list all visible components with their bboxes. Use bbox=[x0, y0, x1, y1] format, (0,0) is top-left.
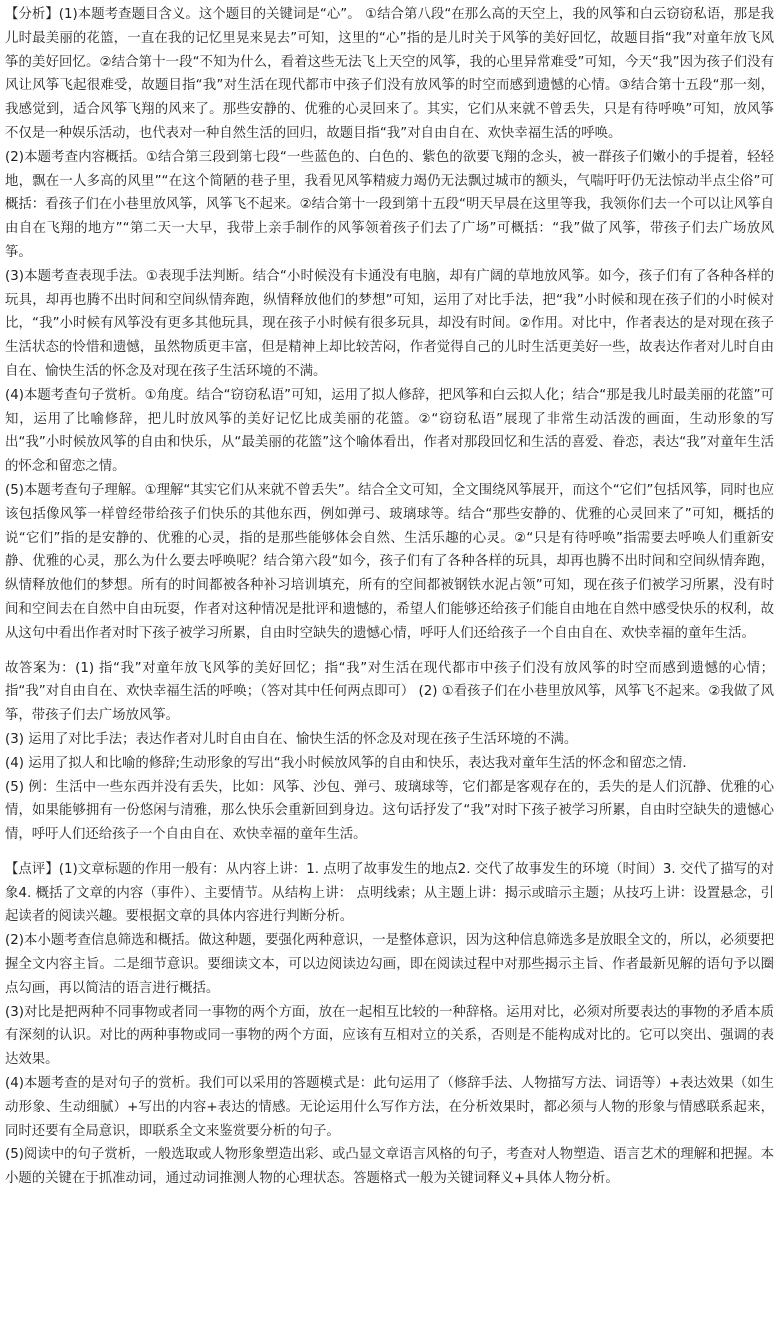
analysis-section bbox=[5, 3, 774, 646]
answer-section bbox=[5, 657, 774, 847]
comment-paragraph-3: (3)对比是把两种不同事物或者同一事物的两个方面，放在一起相互比较的一种辞格。运用对比，必须对所要表达的事物的矛盾本质有深刻的认识。对比的两种事物或同一事物的两个方面，应该有互相对立的关系，否则是不能构成对比的。它可以突出、强调的表达效果。 bbox=[5, 1004, 774, 1068]
analysis-paragraph-4: (4)本题考查句子赏析。①角度。结合“窃窃私语”可知，运用了拟人修辞，把风筝和白云拟人化；结合“那是我儿时最美丽的花篮”可知，运用了比喻修辞，把儿时放风筝的美好记忆比成美丽的花篮。②“窃窃私语”展现了非常生动活泼的画面，生动形象的写出“我”小时候放风筝的自由和快乐，从“最美丽的花篮”这个喻体看出，作者对那段回忆和生活的喜爱、眷恋，表达“我”对童年生活的怀念和留恋之情。 bbox=[5, 387, 774, 475]
comment-paragraph-4: (4)本题考查的是对句子的赏析。我们可以采用的答题模式是：此句运用了（修辞手法、人物描写方法、词语等）+表达效果（如生动形象、生动细腻）+写出的内容+表达的情感。无论运用什么写作方法，在分析效果时，都必须与人物的形象与情感联系起来，同时还要有全局意识，即联系全文来鉴赏要分析的句子。 bbox=[5, 1076, 774, 1139]
comment-section bbox=[5, 858, 774, 1191]
answer-paragraph-4: (5) 例：生活中一些东西并没有丢失，比如：风筝、沙包、弹弓、玻璃球等，它们都是客观存在的，丢失的是人们沉静、优雅的心情，如果能够拥有一份悠闲与清雅，那么快乐会重新回到身边。这句话抒发了“我”对时下孩子被学习所累，自由时空缺失的遗憾心情，呼吁人们还给孩子一个自由自在、欢快幸福的童年生活。 bbox=[5, 779, 774, 843]
analysis-paragraph-3: (3)本题考查表现手法。①表现手法判断。结合“小时候没有卡通没有电脑，却有广阔的草地放风筝。如今，孩子们有了各种各样的玩具，却再也腾不出时间和空间纵情奔跑，纵情释放他们的梦想”可知，运用了对比手法，把“我”小时候和现在孩子们的小时候对比，“我”小时候有风筝没有更多其他玩具，现在孩子小时候有很多玩具，却没有时间。②作用。对比中，作者表达的是对现在孩子生活状态的怜惜和遗憾，虽然物质更丰富，但是精神上却比较苦闷，作者觉得自己的儿时生活更美好一些，故表达作者对儿时自由自在、愉快生活的怀念及对现在孩子生活环境的不满。 bbox=[5, 268, 774, 379]
answer-paragraph-2: (3) 运用了对比手法；表达作者对儿时自由自在、愉快生活的怀念及对现在孩子生活环境的不满。 bbox=[5, 731, 578, 747]
analysis-paragraph-5: (5)本题考查句子理解。①理解“其实它们从来就不曾丢失”。结合全文可知，全文围绕风筝展开，而这个“它们”包括风筝，同时也应该包括像风筝一样曾经带给孩子们快乐的其他东西，例如弹弓、玻璃球等。结合“那些安静的、优雅的心灵回来了”可知，概括的说“它们”指的是安静的、优雅的心灵，指的是那些能够体会自然、生活乐趣的心灵。②“只是有待呼唤”指需要去呼唤人们重新安静、优雅的心灵，那么为什么要去呼唤呢？结合第六段“如今，孩子们有了各种各样的玩具，却再也腾不出时间和空间纵情奔跑，纵情释放他们的梦想。所有的时间都被各种补习培训填充，所有的空间都被钢铁水泥占领”可知，现在孩子们被学习所累，没有时间和空间去在自然中自由玩耍，作者对这种情况是批评和遗憾的，希望人们能够还给孩子们能自由地在自然中感受快乐的权利，故从这句中看出作者对时下孩子被学习所累，自由时空缺失的遗憾心情，呼吁人们还给孩子一个自由自在、欢快幸福的童年生活。 bbox=[5, 482, 774, 641]
comment-paragraph-2: (2)本小题考查信息筛选和概括。做这种题，要强化两种意识，一是整体意识，因为这种信息筛选多是放眼全文的，所以，必须要把握全文内容主旨。二是细节意识。要细读文本，可以边阅读边勾画，即在阅读过程中对那些揭示主旨、作者最新见解的语句予以圈点勾画，再以简洁的语言进行概括。 bbox=[5, 933, 774, 996]
answer-paragraph-3: (4) 运用了拟人和比喻的修辞;生动形象的写出“我小时候放风筝的自由和快乐，表达我对童年生活的怀念和留恋之情. bbox=[5, 755, 687, 771]
analysis-paragraph-2: (2)本题考查内容概括。①结合第三段到第七段“一些蓝色的、白色的、紫色的欲要飞翔的念头，被一群孩子们嫩小的手提着，轻轻地，飘在一人多高的风里”“在这个简陋的巷子里，我看见风筝精疲力竭仍无法飘过城市的额头，气喘吁吁仍无法惊动半点尘俗”可概括：看孩子们在小巷里放风筝，风筝飞不起来。②结合第十一段到第十五段“明天早晨在这里等我，我领你们去一个可以让风筝自由自在飞翔的地方”“第二天一大早，我带上亲手制作的风筝领着孩子们去了广场”可概括：“我”做了风筝，带孩子们去广场放风筝。 bbox=[5, 149, 774, 260]
answer-paragraph-1: 故答案为：(1) 指“我”对童年放飞风筝的美好回忆；指“我”对生活在现代都市中孩子们没有放风筝的时空而感到遗憾的心情；指“我”对自由自在、欢快幸福生活的呼唤；（答对其中任何两点即可） (2) ①看孩子们在小巷里放风筝，风筝飞不起来。②我做了风筝，带孩子们去广场放风筝。 bbox=[5, 660, 774, 724]
comment-paragraph-1: 【点评】(1)文章标题的作用一般有：从内容上讲：1. 点明了故事发生的地点2. 交代了故事发生的环境（时间）3. 交代了描写的对象4. 概括了文章的内容（事件）、主要情节。从结构上讲： 点明线索；从主题上讲：揭示或暗示主题；从技巧上讲：设置悬念，引起读者的阅读兴趣。要根据文章的具体内容进行判断分析。 bbox=[5, 861, 774, 925]
analysis-paragraph-1: 【分析】(1)本题考查题目含义。这个题目的关键词是“心”。 ①结合第八段“在那么高的天空上，我的风筝和白云窃窃私语，那是我儿时最美丽的花篮，一直在我的记忆里晃来晃去”可知，这里的“心”指的是儿时关于风筝的美好回忆，故题目指“我”对童年放飞风筝的美好回忆。②结合第十一段“不知为什么，看着这些无法飞上天空的风筝，我的心里异常难受”可知，今天“我”因为孩子们没有风让风筝飞起很难受，故题目指“我”对生活在现代都市中孩子们没有放风筝的时空而感到遗憾的心情。③结合第十五段“那一刻，我感觉到，适合风筝飞翔的风来了。那些安静的、优雅的心灵回来了。其实，它们从来就不曾丢失，只是有待呼唤”可知，放风筝不仅是一种娱乐活动，也代表对一种自然生活的回归，故题目指“我”对自由自在、欢快幸福生活的呼唤。 bbox=[5, 7, 774, 141]
comment-paragraph-5: (5)阅读中的句子赏析，一般选取或人物形象塑造出彩、或凸显文章语言风格的句子，考查对人物塑造、语言艺术的理解和把握。本小题的关键在于抓准动词，通过动词推测人物的心理状态。答题格式一般为关键词释义+具体人物分析。 bbox=[5, 1147, 774, 1187]
